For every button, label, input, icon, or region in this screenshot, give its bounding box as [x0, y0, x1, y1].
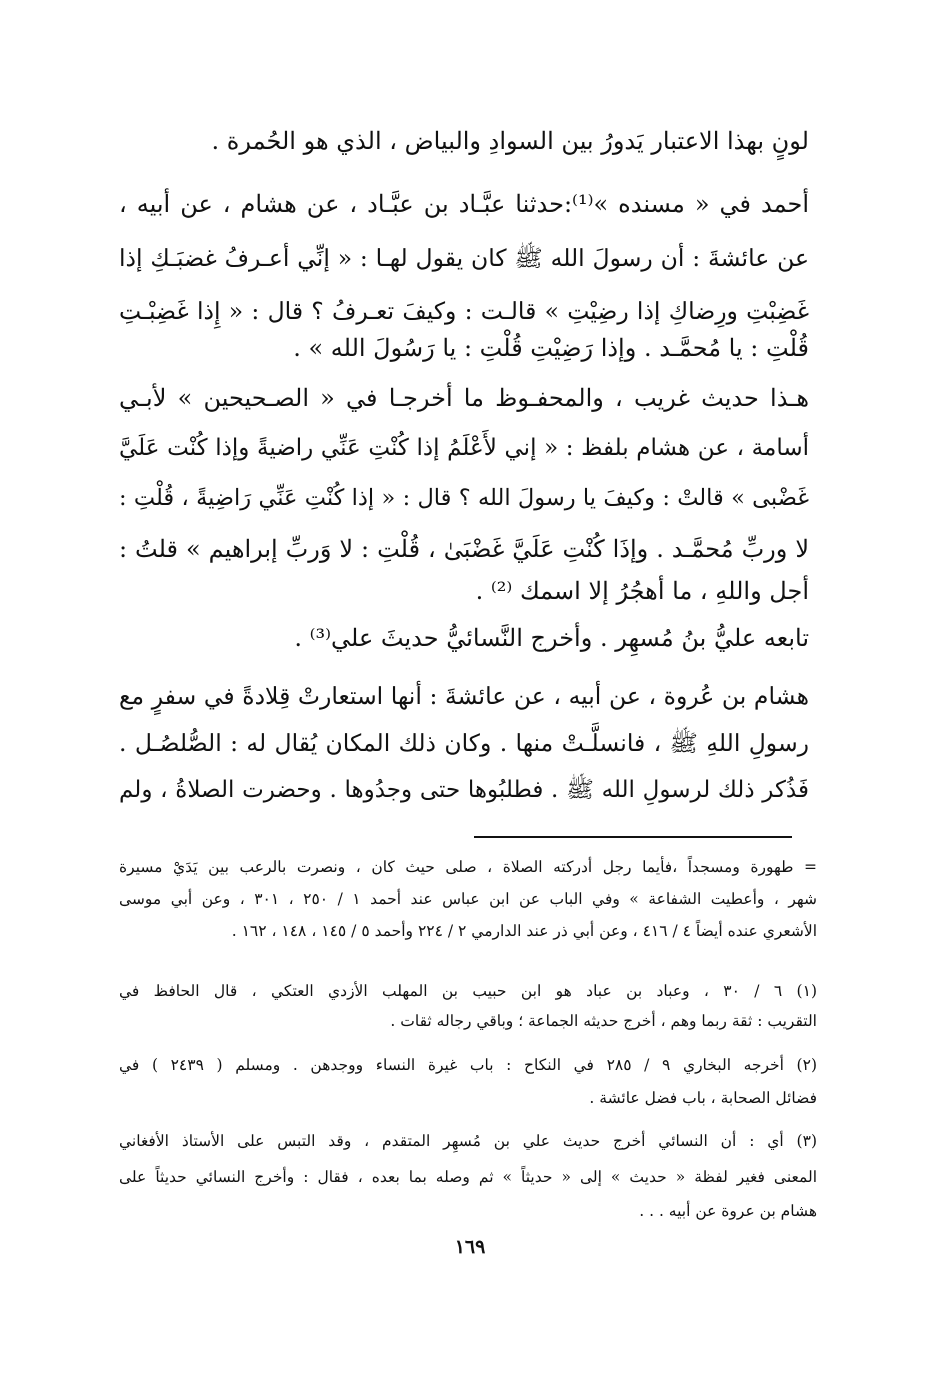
footnote-line-10: هشام بن عروة عن أبيه . . . — [639, 1202, 817, 1220]
body-line-1: لونٍ بهذا الاعتبار يَدورُ بين السوادِ والبياض ، الذي هو الحُمرة . — [211, 127, 809, 155]
footnote-line-1: = طهورة ومسجداً ،فأيما رجل أدركته الصلاة ، صلى حيث كان ، ونصرت بالرعب بين يَدَيْ مسيرة — [119, 858, 817, 876]
body-line-4: غَضِبْتِ ورِضاكِ إذا رضِيْتِ » قالـت : وكيفَ تعـرفُ ؟ قال : « إِذا غَضِبْـتِ — [119, 297, 809, 325]
body-line-5: قُلْتِ : يا مُحمَّـد . وإذا رَضِيْتِ قُلْتِ : يا رَسُولَ الله » . — [293, 334, 809, 362]
footnote-line-8: (٣) أي : أن النسائي أخرج حديث علي بن مُسهِر المتقدم ، وقد التبس على الأستاذ الأفغاني — [119, 1132, 817, 1150]
body-line-9: لا وربِّ مُحمَّـد . وإذَا كُنْتِ عَلَيَّ غَضْبَىٰ ، قُلْتِ : لا وَربِّ إبراهيم » قلتُ : — [119, 535, 809, 563]
body-line-14: فَذُكر ذلك لرسولِ الله ﷺ . فطلبُوها حتى وجدُوها . وحضرت الصلاةُ ، ولم — [119, 777, 809, 803]
body-line-8: غَضْبى » قالتْ : وكيفَ يا رسولَ الله ؟ قال : « إذا كُنْتِ عَنِّي رَاضِيةً ، قُلْتِ : — [119, 485, 809, 511]
footnote-line-4: (١) ٦ / ٣٠ ، وعباد بن عباد هو ابن حبيب بن المهلب الأزدي العتكي ، قال الحافظ في — [119, 982, 817, 1000]
footnote-line-7: فضائل الصحابة ، باب فضل عائشة . — [589, 1089, 817, 1107]
footnote-separator — [474, 836, 792, 838]
body-line-10: أجل واللهِ ، ما أهجُرُ إلا اسمك ⁽²⁾ . — [475, 577, 809, 605]
footnote-line-9: المعنى فغير لفظة « حديث » إلى « حديثاً » ثم وصله بما بعده ، فقال : وأخرج النسائي حديثاً على — [119, 1168, 817, 1186]
body-line-12: هشام بن عُروة ، عن أبيه ، عن عائشةَ : أنها استعارتْ قِلادةً في سفرٍ مع — [119, 682, 809, 710]
body-line-13: رسولِ اللهِ ﷺ ، فانسلَّـتْ منها . وكان ذلك المكان يُقال له : الصُّلصُـل . — [119, 729, 809, 757]
body-line-11: تابعه عليُّ بنُ مُسهِر . وأخرج النَّسائيُّ حديثَ علي⁽³⁾ . — [294, 624, 809, 652]
body-line-6: هـذا حديث غريب ، والمحفـوظ ما أخرجـا في « الصـحيحين » لأبـي — [119, 384, 809, 412]
body-line-3: عن عائشةَ : أن رسولَ الله ﷺ كان يقول لهـا : « إنِّي أعـرفُ غضبَـكِ إذا — [119, 244, 809, 272]
page-number: ١٦٩ — [454, 1236, 486, 1258]
body-line-7: أسامة ، عن هشام بلفظ : « إني لأَعْلَمُ إذا كُنْتِ عَنِّي راضيةً وإذا كُنْت عَلَيَّ — [119, 435, 809, 461]
footnote-line-3: الأشعري عنده أيضاً ٤ / ٤١٦ ، وعن أبي ذر عند الدارمي ٢ / ٢٢٤ وأحمد ٥ / ١٤٥ ، ١٤٨ ، ١٦٢ . — [231, 922, 817, 940]
footnote-line-5: التقريب : ثقة ربما وهم ، أخرج حديثه الجماعة ؛ وباقي رجاله ثقات . — [390, 1012, 817, 1030]
body-line-2: أحمد في « مسنده »⁽¹⁾:حدثنا عبَّـاد بن عبَّـاد ، عن هشام ، عن أبيه ، — [119, 190, 809, 218]
footnote-line-6: (٢) أخرجه البخاري ٩ / ٢٨٥ في النكاح : باب غيرة النساء ووجدهن . ومسلم ( ٢٤٣٩ ) في — [119, 1056, 817, 1074]
footnote-line-2: شهر ، وأعطيت الشفاعة » وفي الباب عن ابن عباس عند أحمد ١ / ٢٥٠ ، ٣٠١ ، وعن أبي موسى — [119, 890, 817, 908]
